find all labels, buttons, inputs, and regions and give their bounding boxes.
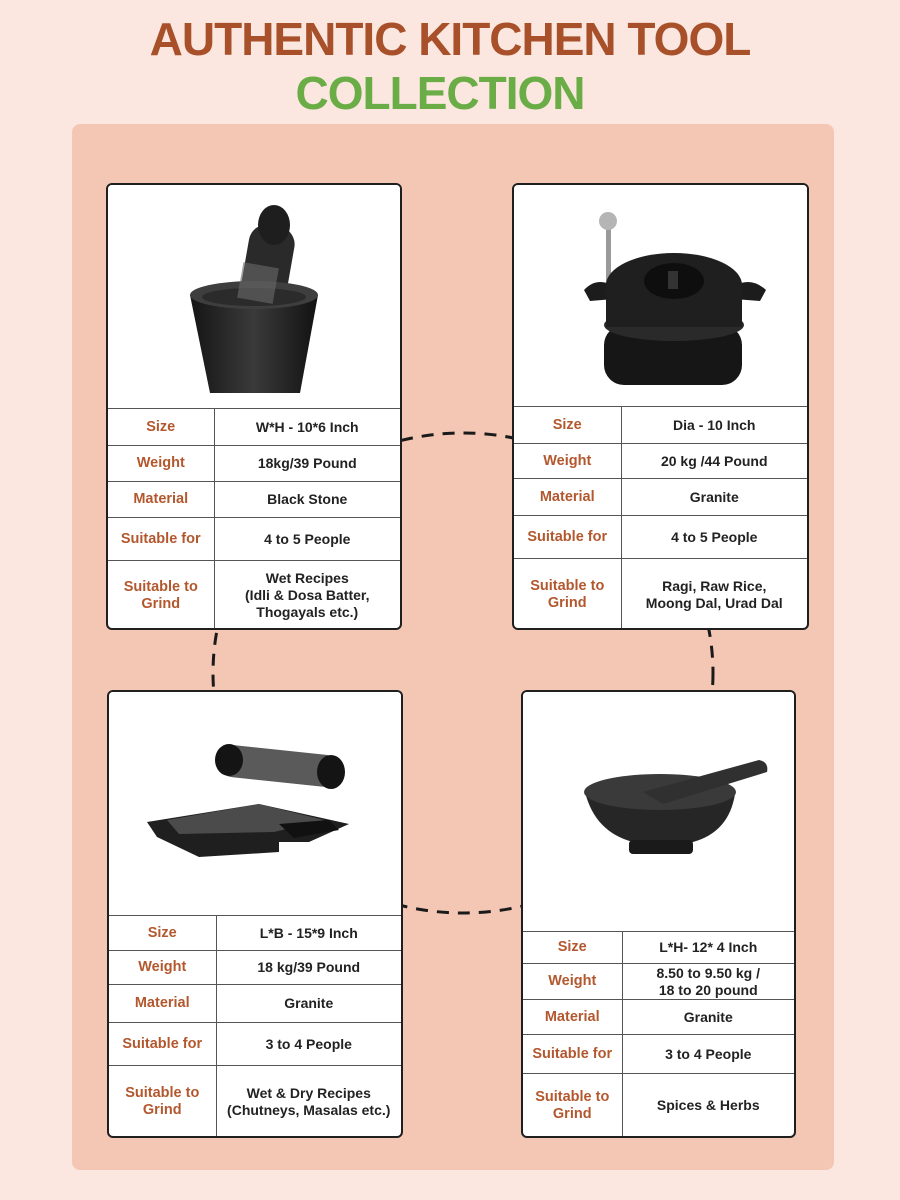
label-material: Material [523,1000,622,1035]
product-card-bowl-pestle[interactable] [521,690,796,1138]
value-suitable-for: 4 to 5 People [621,516,807,559]
value-suitable-for: 3 to 4 People [216,1023,401,1066]
label-weight: Weight [108,446,214,482]
value-weight: 18kg/39 Pound [214,446,400,482]
label-suitable-for: Suitable for [523,1035,622,1074]
label-material: Material [108,482,214,518]
label-suitable-for: Suitable for [514,516,621,559]
label-suitable-for: Suitable for [108,518,214,561]
bowl-pestle-icon [523,692,794,931]
label-suitable-to-grind: Suitable to Grind [523,1074,622,1138]
label-weight: Weight [109,951,216,985]
product-card-hand-grinder[interactable] [512,183,809,630]
mortar-pestle-icon [108,185,400,408]
value-weight: 8.50 to 9.50 kg / 18 to 20 pound [622,964,794,1000]
label-suitable-to-grind: Suitable to Grind [109,1066,216,1138]
label-weight: Weight [514,444,621,479]
value-suitable-to-grind: Ragi, Raw Rice, Moong Dal, Urad Dal [621,559,807,631]
value-suitable-for: 4 to 5 People [214,518,400,561]
grinding-stone-roller-icon [109,692,401,915]
value-size: Dia - 10 Inch [621,407,807,444]
page-title-line-1: AUTHENTIC KITCHEN TOOL [149,13,751,65]
value-suitable-to-grind: Wet Recipes (Idli & Dosa Batter, Thogayals etc.) [214,561,400,631]
label-size: Size [523,932,622,964]
label-size: Size [514,407,621,444]
label-suitable-for: Suitable for [109,1023,216,1066]
value-size: L*B - 15*9 Inch [216,916,401,951]
value-suitable-to-grind: Wet & Dry Recipes (Chutneys, Masalas etc.) [216,1066,401,1138]
product-card-grinding-stone[interactable] [107,690,403,1138]
value-material: Granite [622,1000,794,1035]
value-weight: 20 kg /44 Pound [621,444,807,479]
value-material: Black Stone [214,482,400,518]
value-size: W*H - 10*6 Inch [214,409,400,446]
hand-grinder-icon [514,185,807,406]
value-weight: 18 kg/39 Pound [216,951,401,985]
page-title-line-2: COLLECTION [295,67,585,119]
label-suitable-to-grind: Suitable to Grind [108,561,214,631]
label-weight: Weight [523,964,622,1000]
value-material: Granite [621,479,807,516]
value-suitable-for: 3 to 4 People [622,1035,794,1074]
label-size: Size [108,409,214,446]
product-card-mortar[interactable] [106,183,402,630]
value-suitable-to-grind: Spices & Herbs [622,1074,794,1138]
label-suitable-to-grind: Suitable to Grind [514,559,621,631]
label-material: Material [514,479,621,516]
value-material: Granite [216,985,401,1023]
label-material: Material [109,985,216,1023]
value-size: L*H- 12* 4 Inch [622,932,794,964]
label-size: Size [109,916,216,951]
